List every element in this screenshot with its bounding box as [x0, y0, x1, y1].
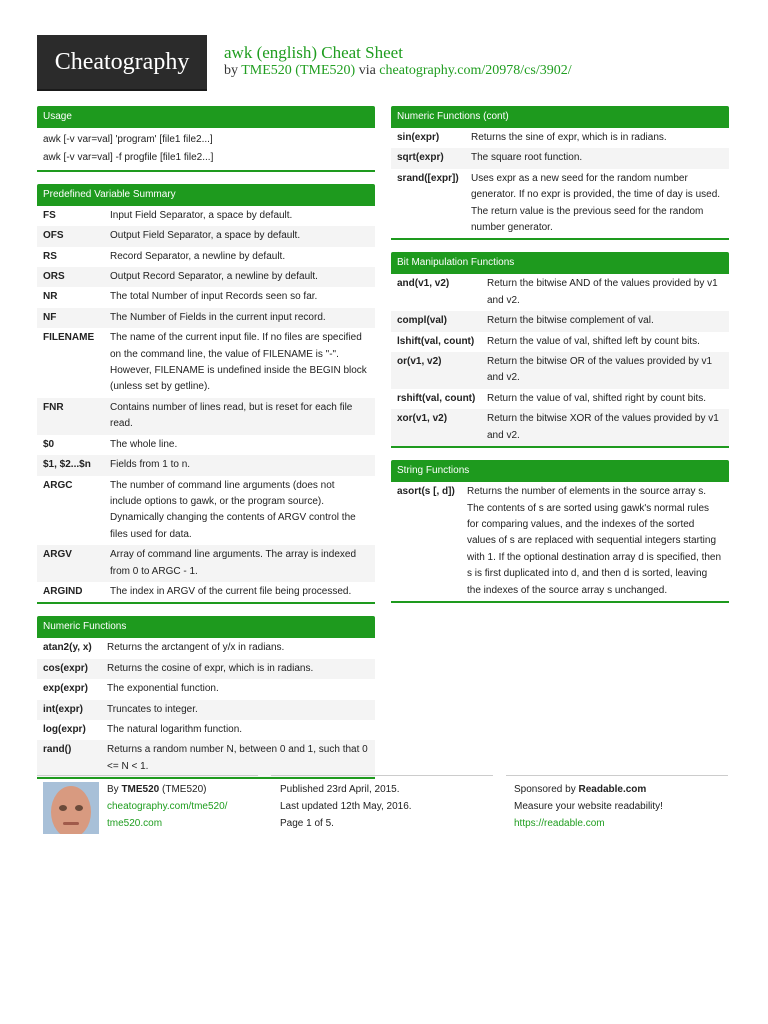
published-date: Published 23rd April, 2015.	[280, 784, 400, 795]
author-link[interactable]: TME520 (TME520)	[241, 63, 356, 78]
updated-date: Last updated 12th May, 2016.	[280, 801, 412, 812]
term: compl(val)	[397, 315, 448, 327]
table-row	[37, 287, 375, 307]
table-row	[37, 740, 375, 777]
description: Returns the arctangent of y/x in radians.	[107, 642, 285, 654]
footer-divider	[506, 775, 728, 776]
table-row	[391, 274, 729, 311]
description: Return the bitwise OR of the values provided by v1 and v2.	[487, 356, 713, 384]
footer-site-link[interactable]: tme520.com	[107, 818, 163, 829]
description: Returns the sine of expr, which is in radians.	[471, 132, 667, 143]
footer-author	[107, 781, 227, 832]
term: ARGC	[43, 479, 73, 491]
description: The number of command line arguments (does not include options to gawk, or the program source). Dynamically changing the contents of ARGV control the files used for data.	[110, 479, 356, 540]
term: ORS	[43, 271, 65, 283]
table-row	[37, 455, 375, 475]
description: The Number of Fields in the current input record.	[110, 311, 326, 323]
term: xor(v1, v2)	[397, 413, 448, 425]
description: Returns a random number N, between 0 and 1, such that 0 <= N < 1.	[107, 744, 368, 772]
table-row	[37, 545, 375, 582]
table-row	[37, 267, 375, 287]
numeric-functions-title: Numeric Functions	[37, 616, 375, 638]
term: FILENAME	[43, 332, 95, 344]
table-row	[37, 435, 375, 455]
term: sqrt(expr)	[397, 152, 444, 164]
description: Return the bitwise complement of val.	[487, 315, 654, 327]
page-title: awk (english) Cheat Sheet	[224, 43, 403, 62]
table-row	[37, 328, 375, 398]
term: NF	[43, 311, 57, 323]
term: log(expr)	[43, 723, 86, 735]
table-row	[391, 352, 729, 389]
string-functions-title: String Functions	[391, 460, 729, 482]
term: $1, $2...$n	[43, 459, 91, 471]
description: The natural logarithm function.	[107, 723, 243, 735]
description: Output Field Separator, a space by default.	[110, 230, 301, 242]
right-column	[391, 106, 729, 615]
description: Return the bitwise XOR of the values provided by v1 and v2.	[487, 413, 719, 441]
table-row	[37, 247, 375, 267]
sheet-url-link[interactable]: cheatography.com/20978/cs/3902/	[379, 63, 572, 78]
byline-via: via	[358, 63, 376, 78]
footer-by: By	[107, 784, 119, 795]
term: atan2(y, x)	[43, 642, 92, 654]
table-row	[37, 700, 375, 720]
sponsor-tagline: Measure your website readability!	[514, 801, 663, 812]
term: asort(s [, d])	[397, 486, 455, 498]
table-row	[391, 128, 729, 148]
description: Return the value of val, shifted right by count bits.	[487, 392, 707, 404]
description: Returns the cosine of expr, which is in radians.	[107, 662, 314, 674]
left-column	[37, 106, 375, 791]
footer-publication	[280, 781, 412, 832]
term: FNR	[43, 401, 64, 413]
sponsor-name: Readable.com	[578, 784, 647, 795]
table-row	[391, 311, 729, 331]
sponsor-label: Sponsored by	[514, 784, 576, 795]
description: The exponential function.	[107, 683, 219, 695]
description: The square root function.	[471, 152, 583, 164]
predefined-variables-box	[37, 184, 375, 605]
usage-line: awk [-v var=val] -f progfile [file1 file2...]	[37, 149, 375, 167]
term: sin(expr)	[397, 132, 440, 143]
table-row	[37, 679, 375, 699]
term: ARGV	[43, 549, 72, 561]
numeric-functions-cont-box	[391, 106, 729, 240]
byline-by: by	[224, 63, 238, 78]
table-row	[37, 659, 375, 679]
term: OFS	[43, 230, 64, 242]
usage-title: Usage	[37, 106, 375, 128]
table-row	[37, 308, 375, 328]
numeric-functions-cont-title: Numeric Functions (cont)	[391, 106, 729, 128]
table-row	[391, 409, 729, 446]
predefined-variables-title: Predefined Variable Summary	[37, 184, 375, 206]
term: or(v1, v2)	[397, 356, 442, 368]
table-row	[37, 582, 375, 602]
term: FS	[43, 209, 56, 221]
description: Fields from 1 to n.	[110, 459, 191, 471]
term: cos(expr)	[43, 662, 89, 674]
string-functions-box	[391, 460, 729, 603]
footer-author-name: TME520	[121, 784, 160, 795]
usage-line: awk [-v var=val] 'program' [file1 file2...]	[37, 131, 375, 149]
description: The name of the current input file. If no files are specified on the command line, the value of FILENAME is "-". However, FILENAME is undefined inside the BEGIN block (unless set by getline).	[110, 332, 367, 393]
term: exp(expr)	[43, 683, 89, 695]
author-avatar[interactable]	[43, 782, 99, 834]
description: Input Field Separator, a space by default.	[110, 209, 293, 221]
term: $0	[43, 438, 55, 450]
footer-sponsor	[514, 781, 663, 832]
table-row	[37, 638, 375, 658]
description: The whole line.	[110, 438, 178, 450]
table-row	[37, 720, 375, 740]
description: The total Number of input Records seen so far.	[110, 291, 318, 303]
usage-box	[37, 106, 375, 172]
description: Return the bitwise AND of the values provided by v1 and v2.	[487, 278, 718, 306]
term: rshift(val, count)	[397, 392, 476, 404]
footer-divider	[37, 775, 258, 776]
footer-divider	[271, 775, 493, 776]
table-row	[37, 476, 375, 546]
description: Contains number of lines read, but is reset for each file read.	[110, 401, 353, 430]
footer-profile-link[interactable]: cheatography.com/tme520/	[107, 801, 228, 812]
description: Array of command line arguments. The array is indexed from 0 to ARGC - 1.	[110, 549, 357, 577]
sponsor-link[interactable]: https://readable.com	[514, 818, 605, 829]
table-row	[391, 332, 729, 352]
description: Record Separator, a newline by default.	[110, 250, 286, 262]
term: srand([expr])	[397, 172, 459, 184]
footer-author-handle: (TME520)	[162, 784, 207, 795]
bit-manipulation-title: Bit Manipulation Functions	[391, 252, 729, 274]
term: rand()	[43, 744, 72, 756]
bit-manipulation-box	[391, 252, 729, 448]
description: Uses expr as a new seed for the random number generator. If no expr is provided, the time of day is used. The return value is the previous seed for the random number generator.	[471, 172, 721, 234]
term: lshift(val, count)	[397, 335, 475, 347]
description: Output Record Separator, a newline by default.	[110, 271, 318, 283]
description: The index in ARGV of the current file being processed.	[110, 585, 352, 597]
term: RS	[43, 250, 57, 262]
cheatography-logo[interactable]: Cheatography	[37, 35, 207, 89]
table-row	[37, 206, 375, 226]
table-row	[391, 148, 729, 168]
description: Truncates to integer.	[107, 703, 198, 715]
table-row	[391, 389, 729, 409]
term: int(expr)	[43, 703, 83, 715]
description: Returns the number of elements in the source array s. The contents of s are sorted using gawk's normal rules for comparing values, and the indexes of the sorted values of s are replaced with sequential integers starting with 1. If the optional destination array d is specified, then s is first duplicated into d, and then d is sorted, leaving the indexes of the source array s unchanged.	[467, 486, 722, 596]
table-row	[37, 398, 375, 435]
table-row	[391, 482, 729, 601]
term: ARGIND	[43, 585, 83, 597]
term: and(v1, v2)	[397, 278, 450, 290]
description: Return the value of val, shifted left by count bits.	[487, 335, 700, 347]
byline	[224, 63, 572, 79]
page-indicator: Page 1 of 5.	[280, 818, 334, 829]
table-row	[391, 169, 729, 239]
numeric-functions-box	[37, 616, 375, 779]
term: NR	[43, 291, 58, 303]
table-row	[37, 226, 375, 246]
